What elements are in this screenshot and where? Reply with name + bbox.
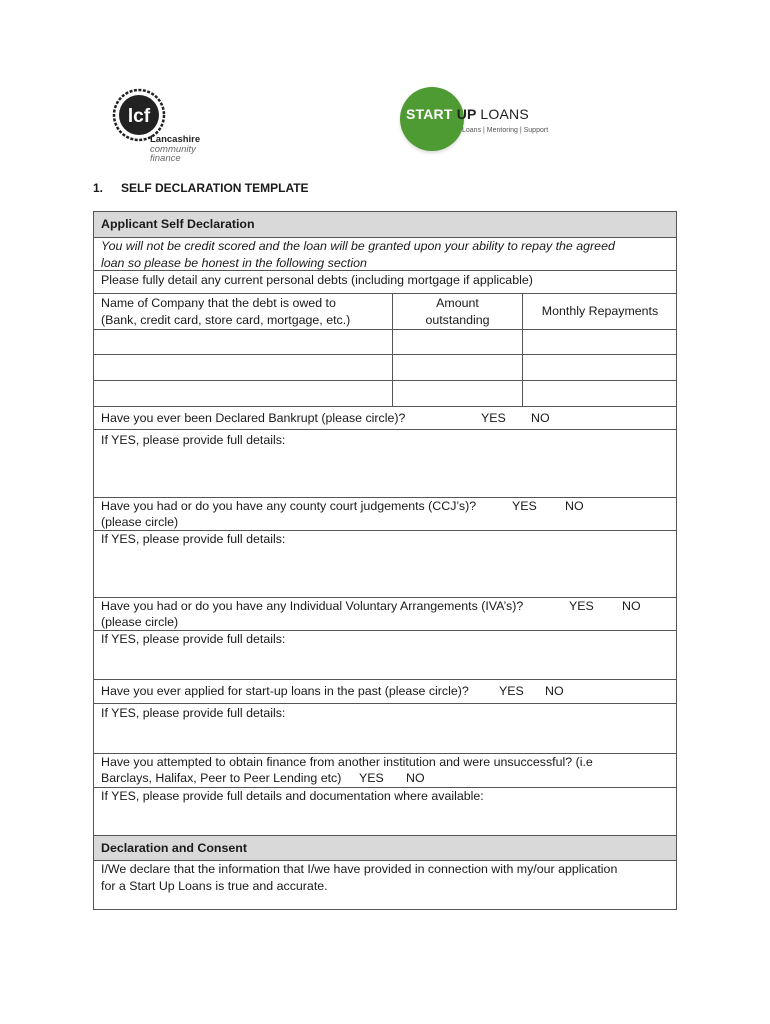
start-word: START xyxy=(406,106,453,122)
start-up-loans-title xyxy=(406,106,529,122)
ccj-circle-note: (please circle) xyxy=(101,515,179,529)
debt-col-amount-line-1: Amount xyxy=(436,296,479,310)
loans-word: LOANS xyxy=(480,106,529,122)
applicant-title: Applicant Self Declaration xyxy=(101,217,255,231)
bankrupt-question-row xyxy=(94,406,676,429)
lcf-line-3: finance xyxy=(150,153,181,164)
start-up-loans-logo xyxy=(398,85,558,157)
declaration-line-1: I/We declare that the information that I/we have provided in connection with my/our application xyxy=(101,862,618,876)
intro-row xyxy=(94,237,676,270)
debt-table-divider xyxy=(522,293,523,406)
bankrupt-details-label: If YES, please provide full details: xyxy=(101,433,286,447)
past-loans-details-row[interactable] xyxy=(94,703,676,753)
iva-yes-option[interactable]: YES xyxy=(569,599,594,613)
bankrupt-question: Have you ever been Declared Bankrupt (please circle)? xyxy=(101,411,406,425)
lcf-logo xyxy=(108,88,218,164)
bankrupt-yes-option[interactable]: YES xyxy=(481,411,506,425)
finance-yes-option[interactable]: YES xyxy=(359,771,384,785)
debt-col-amount-line-2: outstanding xyxy=(425,313,490,327)
section-title: SELF DECLARATION TEMPLATE xyxy=(121,181,309,195)
lcf-logo-text xyxy=(150,135,200,164)
finance-details-label: If YES, please provide full details and documentation where available: xyxy=(101,789,484,803)
lcf-line-2: community xyxy=(150,143,196,155)
iva-question: Have you had or do you have any Individual Voluntary Arrangements (IVA’s)? xyxy=(101,599,524,613)
up-word: UP xyxy=(456,106,477,122)
bankrupt-no-option[interactable]: NO xyxy=(531,411,550,425)
debt-col-company-line-2: (Bank, credit card, store card, mortgage, etc.) xyxy=(101,313,351,327)
iva-details-row[interactable] xyxy=(94,630,676,679)
past-loans-details-label: If YES, please provide full details: xyxy=(101,706,286,720)
iva-circle-note: (please circle) xyxy=(101,615,179,629)
debt-col-company-line-1: Name of Company that the debt is owed to xyxy=(101,296,336,310)
debts-instruction: Please fully detail any current personal debts (including mortgage if applicable) xyxy=(101,273,533,287)
iva-details-label: If YES, please provide full details: xyxy=(101,632,286,646)
section-heading xyxy=(93,181,309,195)
applicant-header-row xyxy=(94,212,676,237)
declaration-line-2: for a Start Up Loans is true and accurate. xyxy=(101,879,328,893)
iva-question-row xyxy=(94,597,676,630)
ccj-yes-option[interactable]: YES xyxy=(512,499,537,513)
bankrupt-details-row[interactable] xyxy=(94,429,676,497)
finance-no-option[interactable]: NO xyxy=(406,771,425,785)
section-number: 1. xyxy=(93,181,104,195)
past-loans-question: Have you ever applied for start-up loans in the past (please circle)? xyxy=(101,684,469,698)
ccj-question-row xyxy=(94,497,676,530)
past-loans-no-option[interactable]: NO xyxy=(545,684,564,698)
debts-table-header xyxy=(94,293,676,329)
ccj-no-option[interactable]: NO xyxy=(565,499,584,513)
past-loans-question-row xyxy=(94,679,676,703)
debt-entry-row[interactable] xyxy=(94,354,676,380)
intro-line-1: You will not be credit scored and the loan will be granted upon your ability to repay the agreed xyxy=(101,239,615,253)
debt-col-monthly: Monthly Repayments xyxy=(541,304,659,318)
finance-question-line-1: Have you attempted to obtain finance from another institution and were unsuccessful? (i.e xyxy=(101,755,593,769)
lcf-mark-letters: lcf xyxy=(127,106,151,127)
start-up-loans-tagline: Loans | Mentoring | Support xyxy=(462,127,549,134)
debt-table-divider xyxy=(392,293,393,406)
debt-entry-row[interactable] xyxy=(94,380,676,406)
self-declaration-form xyxy=(93,211,677,910)
finance-details-row[interactable] xyxy=(94,787,676,835)
past-loans-yes-option[interactable]: YES xyxy=(499,684,524,698)
intro-line-2: loan so please be honest in the following section xyxy=(101,256,367,270)
ccj-details-row[interactable] xyxy=(94,530,676,597)
ccj-question: Have you had or do you have any county court judgements (CCJ’s)? xyxy=(101,499,477,513)
debt-entry-row[interactable] xyxy=(94,329,676,354)
finance-question-line-2: Barclays, Halifax, Peer to Peer Lending etc) xyxy=(101,771,342,785)
ccj-details-label: If YES, please provide full details: xyxy=(101,532,286,546)
iva-no-option[interactable]: NO xyxy=(622,599,641,613)
declaration-text-row xyxy=(94,860,676,909)
finance-question-row xyxy=(94,753,676,787)
declaration-title: Declaration and Consent xyxy=(101,841,247,855)
declaration-header-row xyxy=(94,835,676,860)
debts-instruction-row xyxy=(94,270,676,293)
lcf-line-1: Lancashire xyxy=(150,134,201,145)
